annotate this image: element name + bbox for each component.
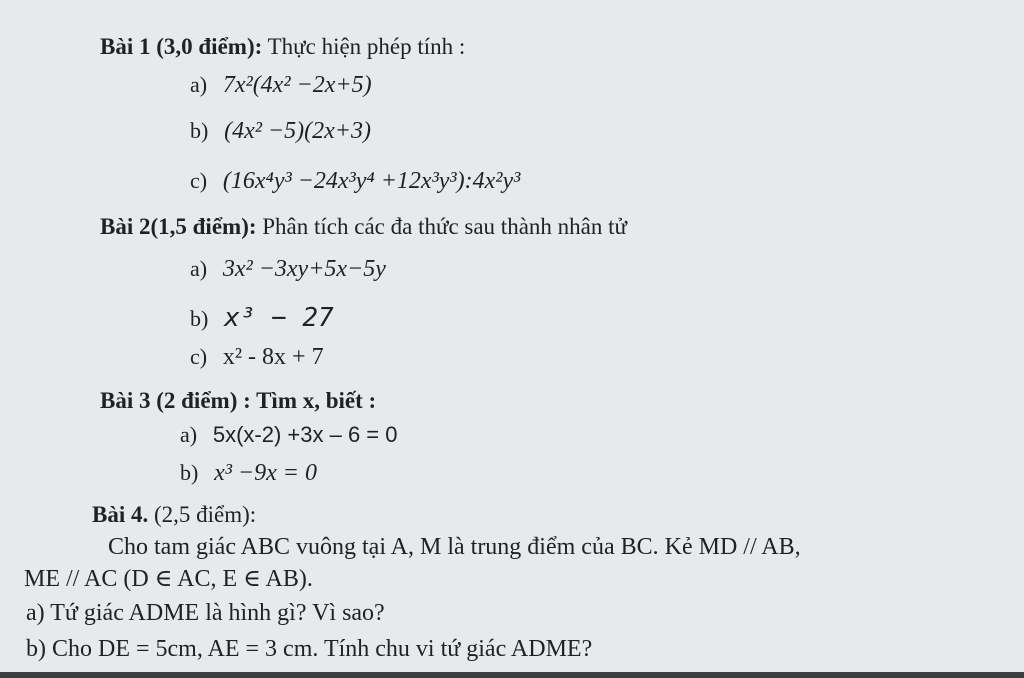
item-label: b) [180, 460, 199, 485]
bottom-edge [0, 672, 1024, 678]
bai2-heading [100, 214, 627, 239]
item-expression: (4x² −5)(2x+3) [224, 118, 371, 144]
bai1-item-a [190, 72, 372, 98]
bai1-item-b [190, 118, 371, 144]
item-expression: x³ −9x = 0 [214, 460, 317, 486]
bai2-item-a [190, 256, 386, 282]
item-expression: (16x⁴y³ −24x³y⁴ +12x³y³):4x²y³ [222, 168, 521, 194]
item-expression: x³ − 27 [224, 303, 334, 333]
bai4-question-b: b) Cho DE = 5cm, AE = 3 cm. Tính chu vi tứ giác ADME? [26, 636, 593, 662]
bai3-item-a [180, 422, 398, 447]
item-expression: 7x²(4x² −2x+5) [222, 72, 372, 98]
item-label: b) [190, 118, 209, 143]
bai1-heading [100, 34, 465, 59]
bai1-instruction: Thực hiện phép tính : [267, 34, 466, 59]
bai4-paragraph-line1: Cho tam giác ABC vuông tại A, M là trung điểm của BC. Kẻ MD // AB, [108, 534, 801, 560]
bai2-title: Bài 2(1,5 điểm): [100, 214, 257, 239]
bai2-instruction: Phân tích các đa thức sau thành nhân tử [262, 214, 627, 239]
item-label: a) [190, 256, 208, 281]
bai2-item-c [190, 344, 324, 370]
bai4-points: (2,5 điểm): [153, 502, 257, 527]
bai2-item-b [190, 304, 334, 333]
item-expression: 5x(x-2) +3x – 6 = 0 [212, 422, 398, 447]
bai3-item-b [180, 460, 317, 486]
bai4-paragraph-line2: ME // AC (D ∈ AC, E ∈ AB). [24, 566, 313, 592]
item-label: a) [190, 72, 208, 97]
bai1-item-c [190, 168, 520, 194]
bai4-question-a: a) Tứ giác ADME là hình gì? Vì sao? [26, 600, 385, 626]
bai1-title: Bài 1 (3,0 điểm): [100, 34, 263, 59]
item-label: b) [190, 306, 209, 331]
item-label: a) [180, 422, 198, 447]
bai3-title: Bài 3 (2 điểm) : Tìm x, biết : [100, 388, 377, 413]
item-expression: 3x² −3xy+5x−5y [222, 256, 386, 282]
item-label: c) [190, 168, 208, 193]
bai4-heading [92, 502, 256, 527]
bai4-title: Bài 4. [92, 502, 149, 527]
item-label: c) [190, 344, 208, 369]
item-expression: x² - 8x + 7 [222, 344, 324, 370]
